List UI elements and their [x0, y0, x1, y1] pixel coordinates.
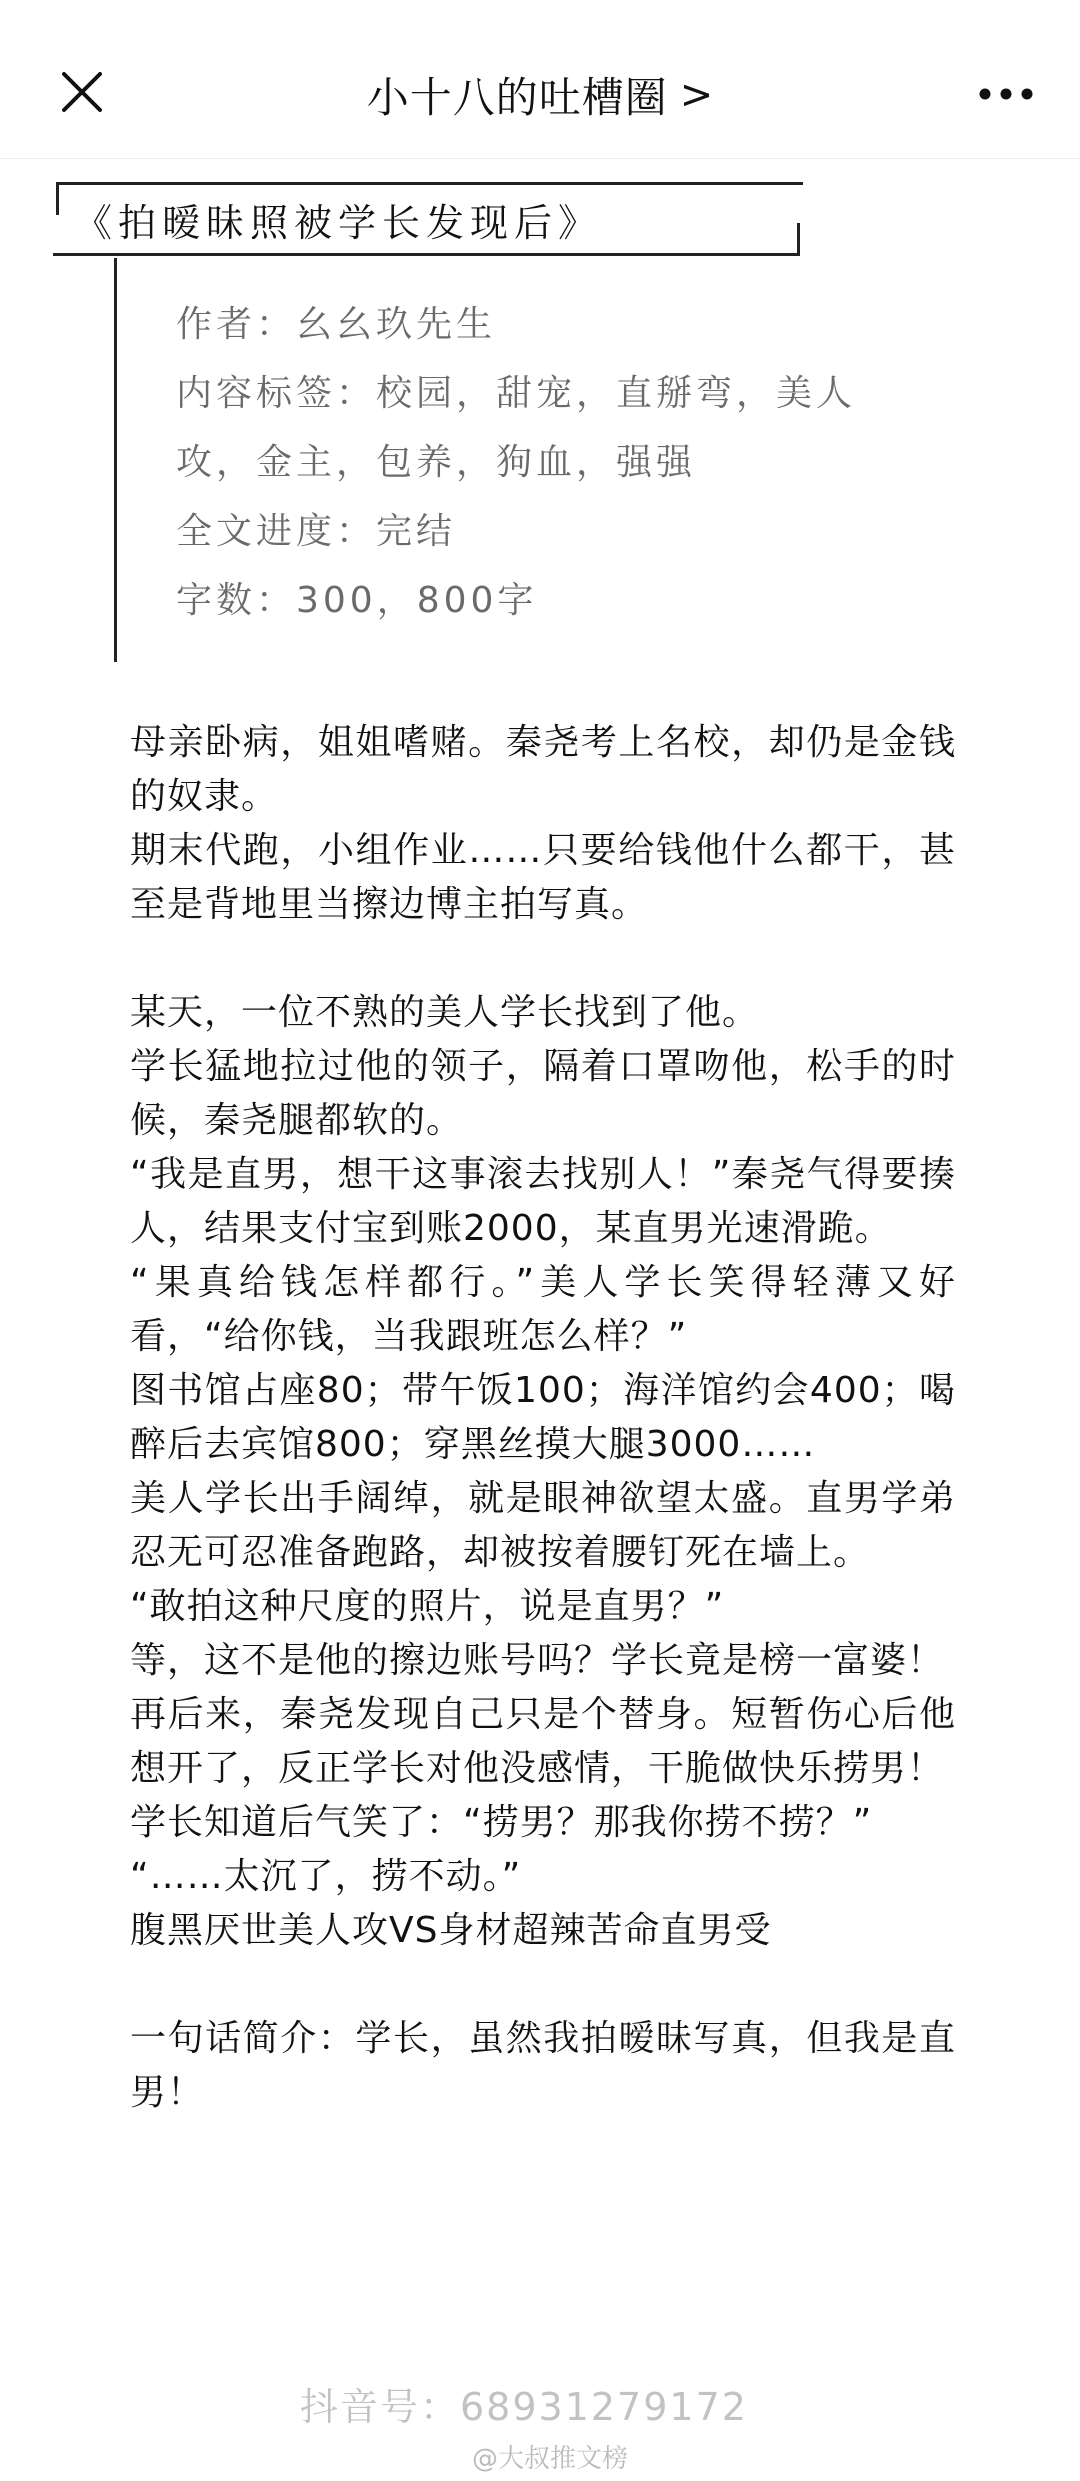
paragraph: 母亲卧病，姐姐嗜赌。秦尧考上名校，却仍是金钱的奴隶。	[130, 722, 956, 817]
paragraph: 再后来，秦尧发现自己只是个替身。短暂伤心后他想开了，反正学长对他没感情，干脆做快乐捞男！	[130, 1694, 956, 1789]
douyin-watermark: 抖音号：68931279172	[300, 2385, 748, 2429]
more-button[interactable]	[970, 62, 1042, 126]
paragraph: “……太沉了，捞不动。”	[130, 1856, 522, 1897]
paragraph: 图书馆占座80；带午饭100；海洋馆约会400；喝醉后去宾馆800；穿黑丝摸大腿3000……	[130, 1370, 956, 1465]
one-line-summary: 一句话简介：学长，虽然我拍暧昧写真，但我是直男！	[130, 2018, 956, 2113]
page-title: 小十八的吐槽圈	[366, 73, 668, 122]
paragraph: 某天，一位不熟的美人学长找到了他。	[130, 992, 760, 1033]
paragraph: “敢拍这种尺度的照片，说是直男？”	[130, 1586, 725, 1627]
paragraph: 腹黑厌世美人攻VS身材超辣苦命直男受	[130, 1910, 772, 1951]
paragraph: 学长知道后气笑了：“捞男？那我你捞不捞？”	[130, 1802, 873, 1843]
weibo-watermark: @大叔推文榜	[472, 2444, 629, 2474]
book-progress: 全文进度：完结	[176, 511, 457, 552]
paragraph: “果真给钱怎样都行。”美人学长笑得轻薄又好看，“给你钱，当我跟班怎么样？”	[130, 1262, 956, 1357]
paragraph: 期末代跑，小组作业……只要给钱他什么都干，甚至是背地里当擦边博主拍写真。	[130, 830, 956, 925]
book-tags-line-2: 攻，金主，包养，狗血，强强	[176, 442, 697, 483]
book-meta	[176, 290, 976, 635]
paragraph: 美人学长出手阔绰，就是眼神欲望太盛。直男学弟忍无可忍准备跑路，却被按着腰钉死在墙上。	[130, 1478, 956, 1573]
paragraph: 学长猛地拉过他的领子，隔着口罩吻他，松手的时候，秦尧腿都软的。	[130, 1046, 956, 1141]
book-word-count: 字数：300，800字	[176, 580, 538, 621]
book-title-frame	[56, 182, 800, 256]
meta-divider-line	[114, 258, 117, 662]
paragraph: “我是直男，想干这事滚去找别人！”秦尧气得要揍人，结果支付宝到账2000，某直男光速滑跪。	[130, 1154, 956, 1249]
book-title: 《拍暧昧照被学长发现后》	[74, 201, 603, 245]
paragraph: 等，这不是他的擦边账号吗？学长竟是榜一富婆！	[130, 1640, 945, 1681]
book-tags-line-1: 内容标签：校园，甜宠，直掰弯，美人	[176, 373, 857, 414]
chevron-right-icon: >	[679, 72, 714, 118]
book-author: 作者：幺幺玖先生	[176, 304, 497, 345]
synopsis	[130, 716, 956, 2120]
account-title-link[interactable]	[0, 60, 1080, 130]
more-dots-icon	[978, 87, 1034, 101]
top-nav-bar	[0, 0, 1080, 159]
